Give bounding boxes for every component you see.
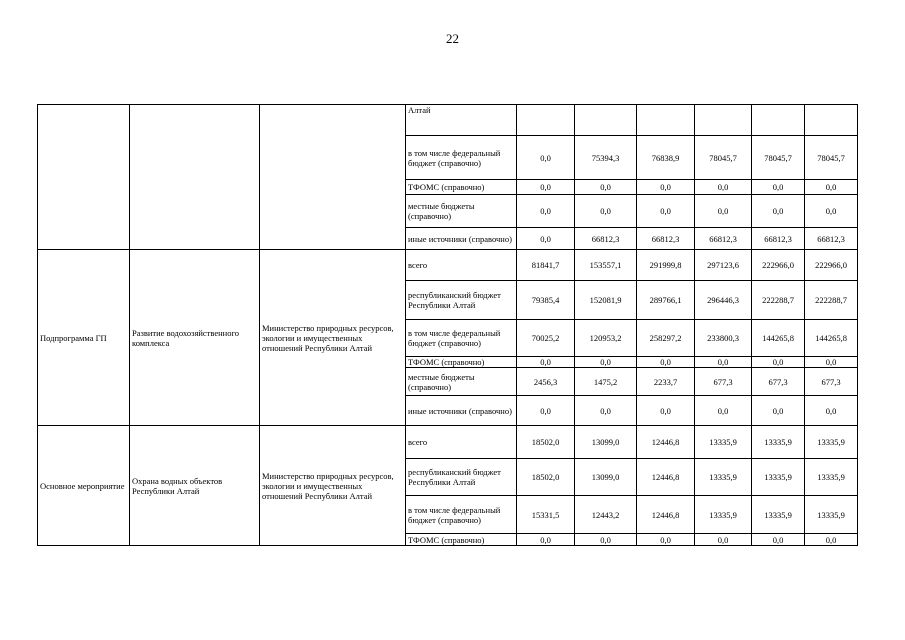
subprogram-status-cell: Подпрограмма ГП — [38, 250, 130, 426]
main-activity-value-cell: 13099,0 — [575, 426, 637, 459]
subprogram-value-cell: 0,0 — [752, 357, 805, 368]
carryover-value-cell: 0,0 — [752, 180, 805, 195]
subprogram-value-cell: 144265,8 — [752, 320, 805, 357]
carryover-value-cell: 0,0 — [752, 195, 805, 228]
carryover-value-cell: 0,0 — [805, 180, 858, 195]
subprogram-value-cell: 222966,0 — [805, 250, 858, 281]
carryover-source-label: иные источники (справочно) — [406, 228, 517, 250]
carryover-name-cell — [130, 105, 260, 250]
subprogram-source-label: местные бюджеты (справочно) — [406, 368, 517, 396]
main-activity-name-cell: Охрана водных объектов Республики Алтай — [130, 426, 260, 546]
carryover-value-cell: 66812,3 — [695, 228, 752, 250]
carryover-value-cell: 0,0 — [575, 180, 637, 195]
carryover-status-cell — [38, 105, 130, 250]
carryover-value-cell: 66812,3 — [575, 228, 637, 250]
carryover-value-cell: 66812,3 — [637, 228, 695, 250]
subprogram-value-cell: 258297,2 — [637, 320, 695, 357]
main-activity-executor-cell: Министерство природных ресурсов, экологии и имущественных отношений Республики Алтай — [260, 426, 406, 546]
main-activity-value-cell: 0,0 — [805, 534, 858, 546]
carryover-value-cell — [575, 105, 637, 136]
subprogram-value-cell: 289766,1 — [637, 281, 695, 320]
subprogram-source-label: ТФОМС (справочно) — [406, 357, 517, 368]
carryover-source-label: Алтай — [406, 105, 517, 136]
carryover-value-cell: 78045,7 — [695, 136, 752, 180]
carryover-value-cell: 0,0 — [637, 180, 695, 195]
subprogram-value-cell: 677,3 — [695, 368, 752, 396]
subprogram-value-cell: 677,3 — [752, 368, 805, 396]
carryover-value-cell — [805, 105, 858, 136]
subprogram-value-cell: 291999,8 — [637, 250, 695, 281]
carryover-value-cell — [695, 105, 752, 136]
subprogram-value-cell: 81841,7 — [517, 250, 575, 281]
main-activity-value-cell: 12446,8 — [637, 426, 695, 459]
carryover-row — [38, 105, 858, 136]
main-activity-source-label: в том числе федеральный бюджет (справочно) — [406, 496, 517, 534]
main-activity-value-cell: 13335,9 — [752, 496, 805, 534]
carryover-value-cell: 0,0 — [695, 195, 752, 228]
subprogram-value-cell: 677,3 — [805, 368, 858, 396]
main-activity-value-cell: 13335,9 — [805, 459, 858, 496]
subprogram-value-cell: 0,0 — [752, 396, 805, 426]
carryover-value-cell: 0,0 — [517, 180, 575, 195]
page-number: 22 — [446, 31, 459, 46]
carryover-value-cell: 0,0 — [695, 180, 752, 195]
main-activity-status-cell: Основное мероприятие — [38, 426, 130, 546]
carryover-value-cell: 0,0 — [805, 195, 858, 228]
main-activity-value-cell: 0,0 — [517, 534, 575, 546]
subprogram-value-cell: 222966,0 — [752, 250, 805, 281]
main-activity-source-label: всего — [406, 426, 517, 459]
subprogram-value-cell: 0,0 — [637, 396, 695, 426]
subprogram-value-cell: 2456,3 — [517, 368, 575, 396]
main-activity-value-cell: 18502,0 — [517, 426, 575, 459]
carryover-value-cell: 66812,3 — [752, 228, 805, 250]
main-activity-value-cell: 0,0 — [695, 534, 752, 546]
subprogram-executor-cell: Министерство природных ресурсов, экологии и имущественных отношений Республики Алтай — [260, 250, 406, 426]
carryover-value-cell: 78045,7 — [805, 136, 858, 180]
carryover-executor-cell — [260, 105, 406, 250]
main-activity-value-cell: 13335,9 — [752, 426, 805, 459]
main-activity-source-label: ТФОМС (справочно) — [406, 534, 517, 546]
main-activity-source-label: республиканский бюджет Республики Алтай — [406, 459, 517, 496]
subprogram-source-label: в том числе федеральный бюджет (справочно) — [406, 320, 517, 357]
carryover-value-cell: 0,0 — [575, 195, 637, 228]
subprogram-value-cell: 0,0 — [695, 396, 752, 426]
subprogram-value-cell: 0,0 — [695, 357, 752, 368]
carryover-value-cell: 0,0 — [517, 228, 575, 250]
main-activity-value-cell: 12446,8 — [637, 496, 695, 534]
main-activity-value-cell: 18502,0 — [517, 459, 575, 496]
main-activity-value-cell: 13335,9 — [695, 496, 752, 534]
subprogram-value-cell: 2233,7 — [637, 368, 695, 396]
main-activity-value-cell: 0,0 — [575, 534, 637, 546]
subprogram-value-cell: 79385,4 — [517, 281, 575, 320]
subprogram-value-cell: 233800,3 — [695, 320, 752, 357]
subprogram-value-cell: 0,0 — [805, 396, 858, 426]
main-activity-value-cell: 13335,9 — [805, 426, 858, 459]
subprogram-value-cell: 0,0 — [517, 357, 575, 368]
subprogram-source-label: всего — [406, 250, 517, 281]
carryover-value-cell: 0,0 — [517, 136, 575, 180]
subprogram-value-cell: 70025,2 — [517, 320, 575, 357]
main-activity-value-cell: 13099,0 — [575, 459, 637, 496]
subprogram-source-label: иные источники (справочно) — [406, 396, 517, 426]
carryover-value-cell: 75394,3 — [575, 136, 637, 180]
carryover-value-cell: 0,0 — [517, 195, 575, 228]
main-activity-row — [38, 426, 858, 459]
main-activity-value-cell: 0,0 — [637, 534, 695, 546]
subprogram-value-cell: 296446,3 — [695, 281, 752, 320]
main-activity-value-cell: 13335,9 — [695, 426, 752, 459]
main-activity-value-cell: 13335,9 — [752, 459, 805, 496]
main-activity-value-cell: 0,0 — [752, 534, 805, 546]
main-activity-value-cell: 13335,9 — [805, 496, 858, 534]
subprogram-value-cell: 0,0 — [637, 357, 695, 368]
main-activity-value-cell: 12443,2 — [575, 496, 637, 534]
subprogram-value-cell: 222288,7 — [805, 281, 858, 320]
subprogram-value-cell: 0,0 — [575, 357, 637, 368]
subprogram-value-cell: 0,0 — [805, 357, 858, 368]
subprogram-value-cell: 1475,2 — [575, 368, 637, 396]
carryover-value-cell: 66812,3 — [805, 228, 858, 250]
carryover-value-cell: 76838,9 — [637, 136, 695, 180]
carryover-value-cell — [637, 105, 695, 136]
subprogram-source-label: республиканский бюджет Республики Алтай — [406, 281, 517, 320]
subprogram-value-cell: 152081,9 — [575, 281, 637, 320]
subprogram-value-cell: 144265,8 — [805, 320, 858, 357]
subprogram-value-cell: 153557,1 — [575, 250, 637, 281]
carryover-value-cell — [752, 105, 805, 136]
subprogram-value-cell: 120953,2 — [575, 320, 637, 357]
subprogram-name-cell: Развитие водохозяйственного комплекса — [130, 250, 260, 426]
subprogram-value-cell: 0,0 — [517, 396, 575, 426]
subprogram-value-cell: 297123,6 — [695, 250, 752, 281]
subprogram-value-cell: 222288,7 — [752, 281, 805, 320]
carryover-source-label: ТФОМС (справочно) — [406, 180, 517, 195]
carryover-value-cell: 78045,7 — [752, 136, 805, 180]
carryover-source-label: местные бюджеты (справочно) — [406, 195, 517, 228]
carryover-source-label: в том числе федеральный бюджет (справочно) — [406, 136, 517, 180]
main-activity-value-cell: 12446,8 — [637, 459, 695, 496]
main-activity-value-cell: 15331,5 — [517, 496, 575, 534]
funding-table — [37, 104, 858, 546]
subprogram-value-cell: 0,0 — [575, 396, 637, 426]
main-activity-value-cell: 13335,9 — [695, 459, 752, 496]
carryover-value-cell — [517, 105, 575, 136]
carryover-value-cell: 0,0 — [637, 195, 695, 228]
subprogram-row — [38, 250, 858, 281]
